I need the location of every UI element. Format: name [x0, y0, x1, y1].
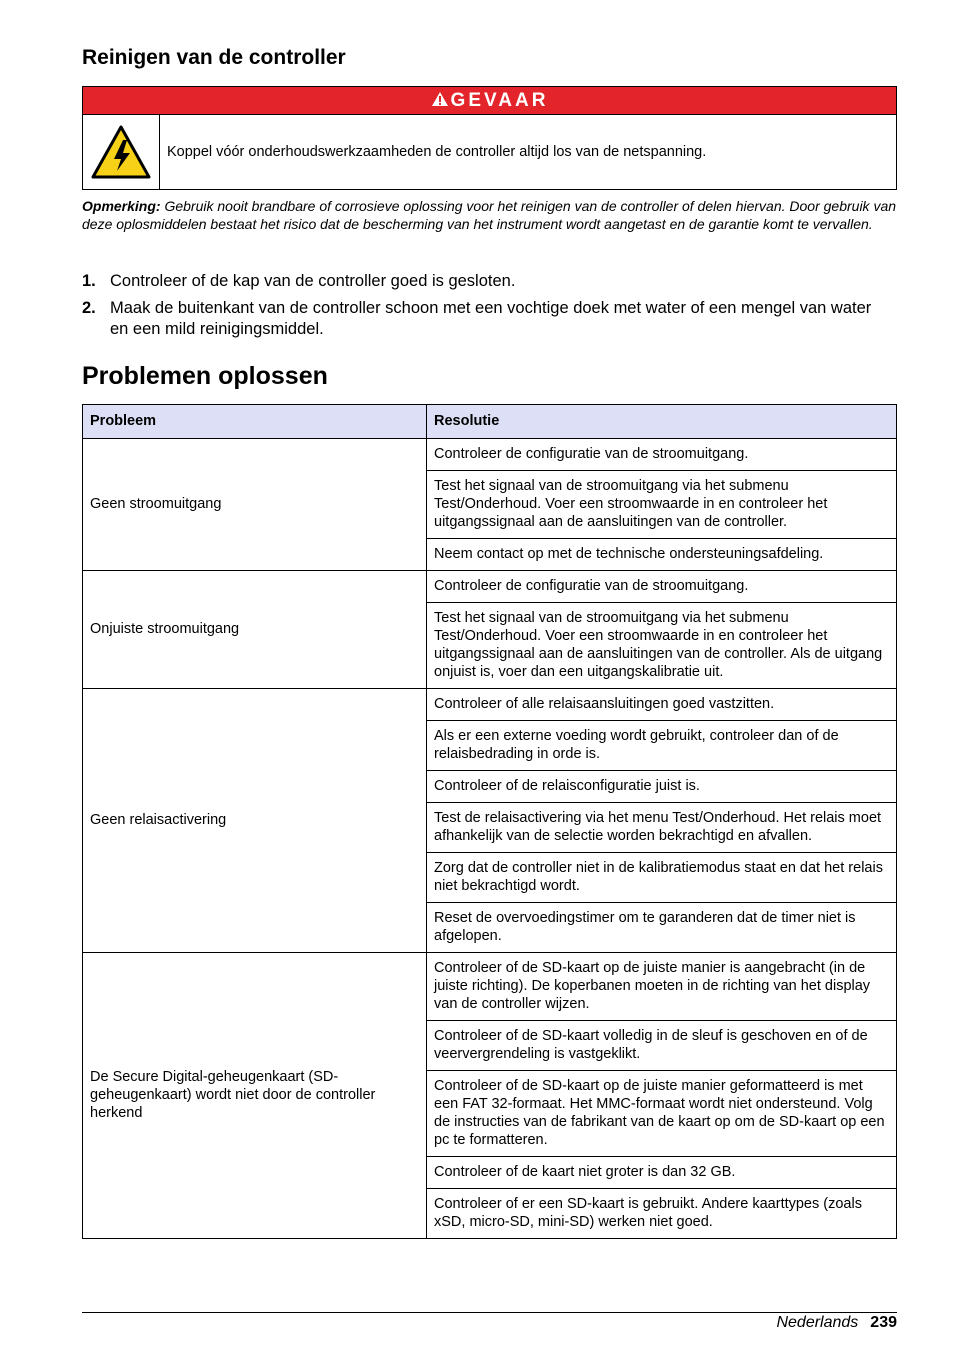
resolution-cell: Controleer of de SD-kaart op de juiste manier is aangebracht (in de juiste richting). De koperbanen moeten in de richting van het display van de controller wijzen. — [427, 953, 897, 1021]
danger-box — [82, 86, 897, 190]
electrical-hazard-icon — [83, 115, 160, 189]
section-title: Reinigen van de controller — [82, 46, 346, 69]
problem-cell: Onjuiste stroomuitgang — [83, 571, 427, 689]
note-text: Gebruik nooit brandbare of corrosieve oplossing voor het reinigen van de controller of delen hiervan. Door gebruik van deze oplosmiddelen bestaat het risico dat de bescherming van het instrument wordt aangetast en de garantie komt te vervallen. — [82, 198, 897, 232]
resolution-cell: Test het signaal van de stroomuitgang via het submenu Test/Onderhoud. Voer een stroomwaarde in en controleer het uitgangssignaal aan de aansluitingen van de controller. Als de uitgang onjuist is, voer dan een uitgangskalibratie uit. — [427, 603, 897, 689]
footer-language: Nederlands — [776, 1314, 859, 1331]
header-problem: Probleem — [83, 405, 427, 439]
resolution-cell: Test het signaal van de stroomuitgang via het submenu Test/Onderhoud. Voer een stroomwaarde in en controleer het uitgangssignaal aan de aansluitingen van de controller. — [427, 471, 897, 539]
note-label: Opmerking: — [82, 198, 161, 214]
danger-header — [83, 87, 896, 115]
resolution-cell: Controleer of de SD-kaart op de juiste manier geformatteerd is met een FAT 32-formaat. Het MMC-formaat wordt niet ondersteund. Volg de instructies van de fabrikant van de kaart op om de SD-kaart op een pc te formatteren. — [427, 1071, 897, 1157]
step-text: Maak de buitenkant van de controller schoon met een vochtige doek met water of een mengel van water en een mild reinigingsmiddel. — [110, 299, 872, 338]
page-footer — [776, 1313, 897, 1333]
troubleshooting-table — [82, 404, 897, 1239]
resolution-cell: Controleer of er een SD-kaart is gebruikt. Andere kaarttypes (zoals xSD, micro-SD, mini-SD) werken niet goed. — [427, 1189, 897, 1239]
troubleshooting-title: Problemen oplossen — [82, 362, 328, 390]
page-number: 239 — [870, 1314, 897, 1331]
table-row — [83, 953, 897, 1021]
table-row — [83, 571, 897, 603]
table-row — [83, 689, 897, 721]
resolution-cell: Controleer of alle relaisaansluitingen goed vastzitten. — [427, 689, 897, 721]
resolution-cell: Controleer of de kaart niet groter is dan 32 GB. — [427, 1157, 897, 1189]
danger-text: Koppel vóór onderhoudswerkzaamheden de controller altijd los van de netspanning. — [167, 144, 707, 160]
problem-cell: Geen relaisactivering — [83, 689, 427, 953]
resolution-cell: Controleer of de SD-kaart volledig in de sleuf is geschoven en of de veervergrendeling is vastgeklikt. — [427, 1021, 897, 1071]
footer-divider — [82, 1312, 897, 1313]
step-number: 1. — [82, 272, 96, 290]
problem-cell: De Secure Digital-geheugenkaart (SD-geheugenkaart) wordt niet door de controller herkend — [83, 953, 427, 1239]
resolution-cell: Controleer de configuratie van de stroomuitgang. — [427, 571, 897, 603]
resolution-cell: Controleer of de relaisconfiguratie juist is. — [427, 771, 897, 803]
resolution-cell: Zorg dat de controller niet in de kalibratiemodus staat en dat het relais niet bekrachtigd wordt. — [427, 853, 897, 903]
resolution-cell: Test de relaisactivering via het menu Test/Onderhoud. Het relais moet afhankelijk van de selectie worden bekrachtigd en afvallen. — [427, 803, 897, 853]
table-row — [83, 439, 897, 471]
step-item — [82, 271, 882, 292]
resolution-cell: Als er een externe voeding wordt gebruikt, controleer dan of de relaisbedrading in orde is. — [427, 721, 897, 771]
cleaning-steps — [82, 271, 882, 346]
table-header-row — [83, 405, 897, 439]
resolution-cell: Reset de overvoedingstimer om te garanderen dat de timer niet is afgelopen. — [427, 903, 897, 953]
problem-cell: Geen stroomuitgang — [83, 439, 427, 571]
resolution-cell: Controleer de configuratie van de stroomuitgang. — [427, 439, 897, 471]
header-resolution: Resolutie — [427, 405, 897, 439]
step-text: Controleer of de kap van de controller goed is gesloten. — [110, 272, 516, 290]
warning-triangle-icon — [431, 91, 449, 107]
note — [82, 197, 900, 233]
step-item — [82, 298, 882, 340]
danger-header-label: GEVAAR — [450, 90, 549, 111]
step-number: 2. — [82, 299, 96, 317]
resolution-cell: Neem contact op met de technische ondersteuningsafdeling. — [427, 539, 897, 571]
